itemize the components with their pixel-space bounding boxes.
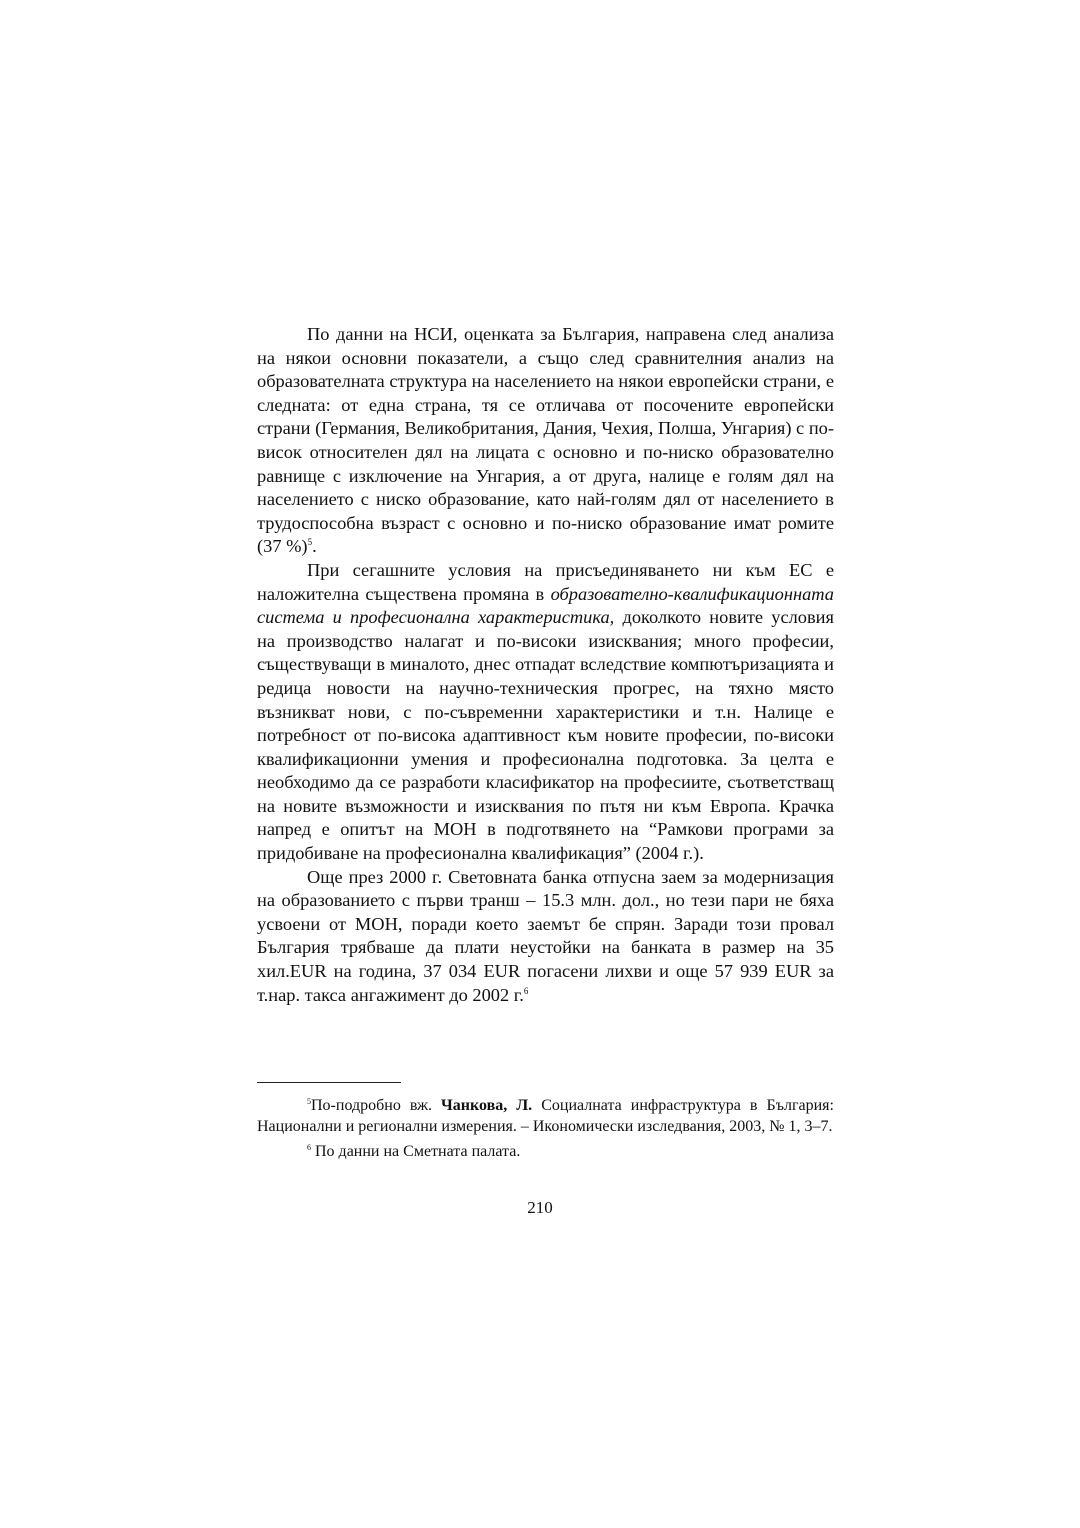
paragraph-2-before: При сегашните условия на присъединяването ни към ЕС е наложителна съществена промяна в [257, 559, 834, 604]
footnote-5 [257, 1095, 834, 1137]
footnote-ref-5: 5 [307, 537, 313, 548]
paragraph-1 [257, 323, 834, 559]
paragraph-1-text: По данни на НСИ, оценката за България, направена след анализа на някои основни показатели, а също след сравнителния анализ на образователната структура на населението на някои европейски страни, е следната: от една страна, тя се отличава от посочените европейски страни (Германия, Великобритания, Дания, Чехия, Полша, Унгария) с по-висок относителен дял на лицата с основно и по-ниско образователно равнище с изключение на Унгария, а от друга, налице е голям дял на населението с ниско образование, като най-голям дял от населението в трудоспособна възраст с основно и по-ниско образование имат ромите (37 %) [257, 324, 834, 557]
paragraph-3 [257, 866, 834, 1008]
footnote-5-number: 5 [307, 1097, 311, 1106]
paragraph-1-end: . [312, 536, 317, 557]
footnote-6-number: 6 [307, 1143, 311, 1152]
footnote-6-text: По данни на Сметната палата. [315, 1143, 521, 1160]
paragraph-2-after: доколкото новите условия на производство налагат и по-високи изисквания; много професии, съществуващи в миналото, днес отпадат вследствие компютъризацията и редица новости на научно-техническия прогрес, на тяхно място възникват нови, с по-съвременни характеристики и т.н. Налице е потребност от по-висока адаптивност към новите професии, по-високи квалификационни умения и професионална подготовка. За целта е необходимо да се разработи класификатор на професиите, съответстващ на новите възможности и изисквания по пътя ни към Европа. Крачка напред е опитът на МОН в подготвянето на “Рамкови програми за придобиване на професионална квалификация” (2004 г.). [257, 607, 834, 864]
footnote-5-before: По-подробно вж. [311, 1097, 442, 1114]
footnote-5-after: Социалната инфраструктура в България: Национални и регионални измерения. – Икономически изследвания, 2003, № 1, 3–7. [257, 1097, 834, 1135]
main-text [257, 323, 834, 1007]
paragraph-3-text: Още през 2000 г. Световната банка отпусна заем за модернизация на образованието с първи транш – 15.3 млн. дол., но тези пари не бяха усвоени от МОН, поради което заемът бе спрян. Заради този провал България трябваше да плати неустойки на банката в размер на 35 хил.EUR на година, 37 034 EUR погасени лихви и още 57 939 EUR за т.нар. такса ангажимент до 2002 г. [257, 866, 834, 1005]
footnote-5-author: Чанкова, Л. [441, 1097, 533, 1114]
paragraph-2 [257, 559, 834, 866]
footnote-ref-6: 6 [523, 985, 529, 996]
paragraph-2-emphasis: образователно-квалификационната система и професионална характеристика, [257, 583, 834, 628]
page-number: 210 [527, 1198, 553, 1217]
footnotes [257, 1082, 834, 1162]
footnote-separator [257, 1082, 401, 1083]
footnote-6 [257, 1141, 834, 1162]
